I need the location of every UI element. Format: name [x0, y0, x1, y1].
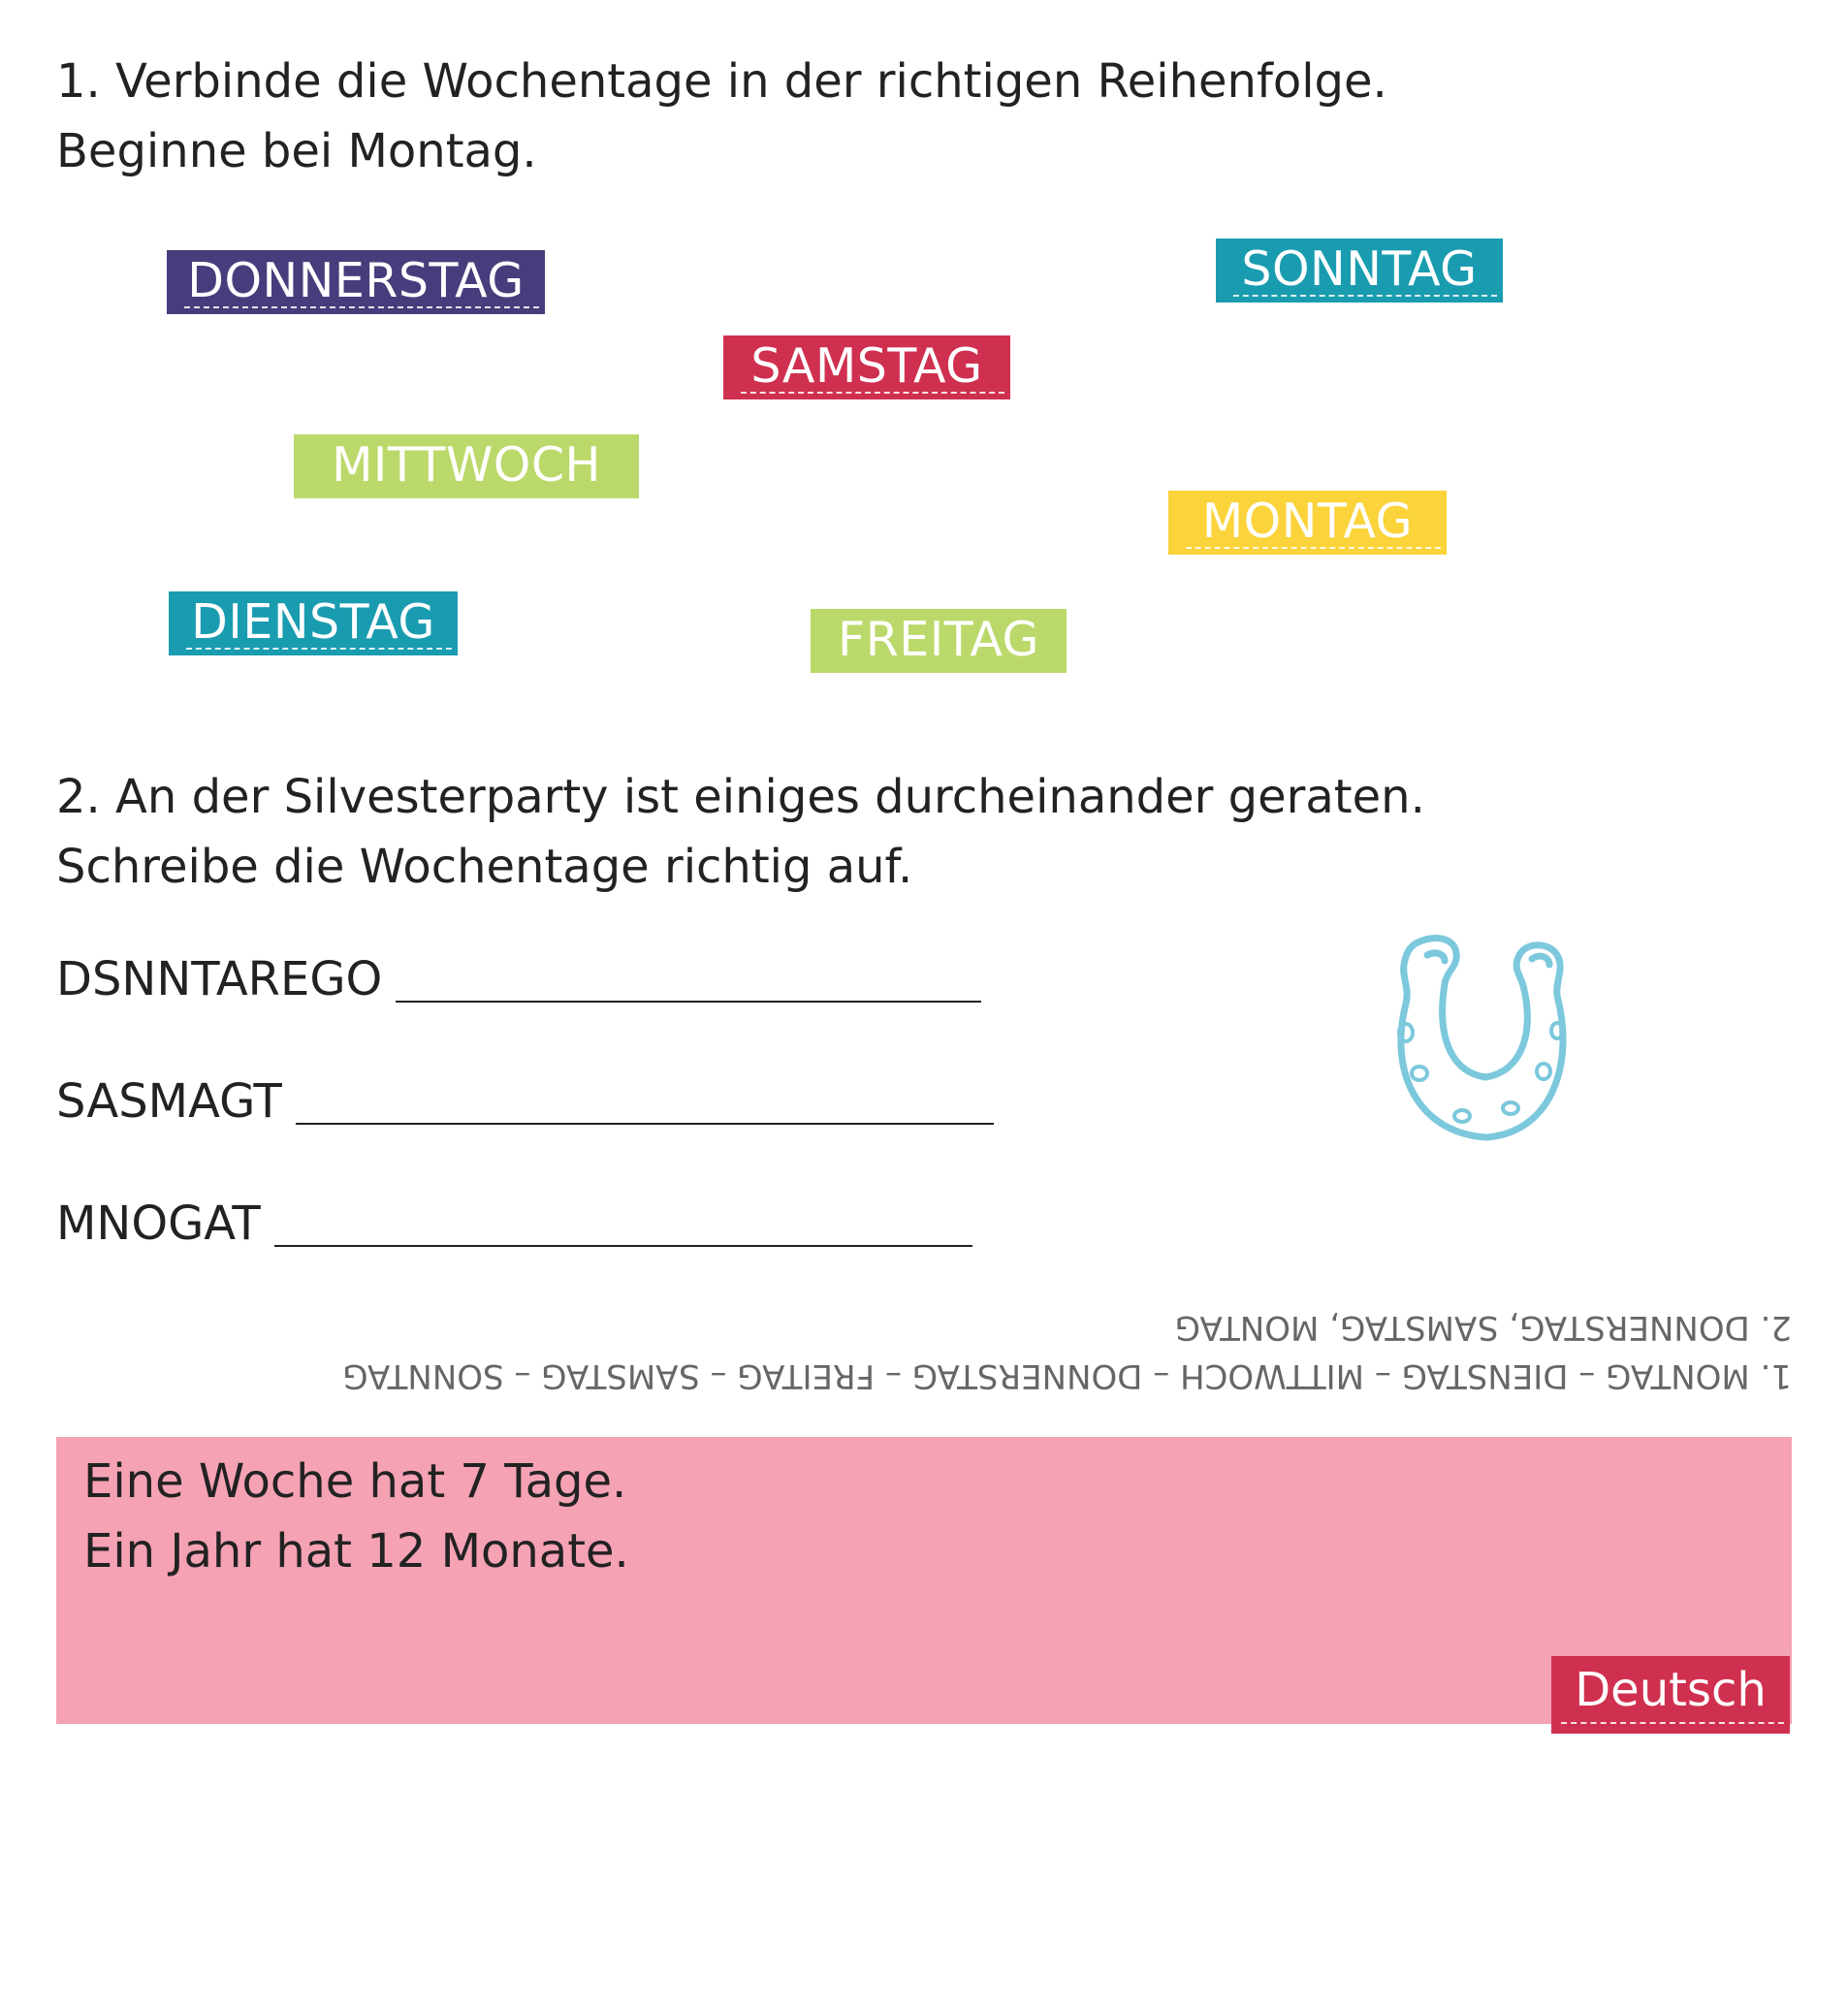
- upside-down-solutions: [56, 1303, 1792, 1400]
- solution-line-2: 2. DONNERSTAG, SAMSTAG, MONTAG: [1174, 1308, 1792, 1347]
- scrambled-row: [56, 1196, 972, 1251]
- answer-line[interactable]: [296, 1123, 994, 1125]
- task2-instructions: [56, 762, 1425, 902]
- day-tag-dienstag[interactable]: [169, 591, 458, 655]
- dashed-underline: [186, 648, 452, 650]
- dashed-underline: [184, 306, 539, 308]
- day-tag-montag[interactable]: [1168, 491, 1447, 555]
- day-tag-freitag[interactable]: [811, 609, 1067, 673]
- day-tag-label: MONTAG: [1201, 494, 1414, 549]
- day-tag-label: MITTWOCH: [332, 437, 601, 493]
- solution-line-1: 1. MONTAG – DIENSTAG – MITTWOCH – DONNERSTAG – FREITAG – SAMSTAG – SONNTAG: [342, 1356, 1792, 1395]
- scrambled-word: DSNNTAREGO: [56, 952, 383, 1006]
- answer-line[interactable]: [396, 1001, 981, 1003]
- info-box: [56, 1437, 1792, 1724]
- subject-label: Deutsch: [1575, 1663, 1767, 1717]
- day-tag-label: SONNTAG: [1241, 241, 1478, 297]
- task2-line2: Schreibe die Wochentage richtig auf.: [56, 840, 913, 894]
- dashed-underline: [1233, 295, 1497, 297]
- scrambled-row: [56, 1074, 994, 1129]
- day-tag-samstag[interactable]: [723, 335, 1010, 399]
- dashed-underline: [1186, 547, 1441, 549]
- day-tag-label: DONNERSTAG: [187, 253, 525, 308]
- day-tag-donnerstag[interactable]: [167, 250, 545, 314]
- scrambled-row: [56, 952, 981, 1006]
- info-line-1: Eine Woche hat 7 Tage.: [83, 1454, 627, 1509]
- scrambled-word: MNOGAT: [56, 1196, 261, 1251]
- day-tag-mittwoch[interactable]: [294, 434, 639, 498]
- info-text: [83, 1447, 629, 1586]
- horseshoe-icon: [1377, 926, 1590, 1159]
- task1-instructions: [56, 47, 1387, 186]
- task2-line1: 2. An der Silvesterparty ist einiges durcheinander geraten.: [56, 770, 1425, 824]
- answer-line[interactable]: [274, 1245, 972, 1247]
- dashed-underline: [741, 392, 1004, 394]
- info-line-2: Ein Jahr hat 12 Monate.: [83, 1524, 629, 1578]
- task1-line2: Beginne bei Montag.: [56, 124, 537, 178]
- day-tag-label: FREITAG: [838, 612, 1039, 667]
- day-tag-label: SAMSTAG: [750, 338, 983, 394]
- dashed-underline: [1561, 1722, 1784, 1724]
- subject-tab: [1551, 1656, 1790, 1734]
- day-tag-sonntag[interactable]: [1216, 239, 1503, 303]
- scrambled-word: SASMAGT: [56, 1074, 282, 1129]
- task1-line1: 1. Verbinde die Wochentage in der richtigen Reihenfolge.: [56, 54, 1387, 109]
- day-tag-label: DIENSTAG: [191, 594, 435, 650]
